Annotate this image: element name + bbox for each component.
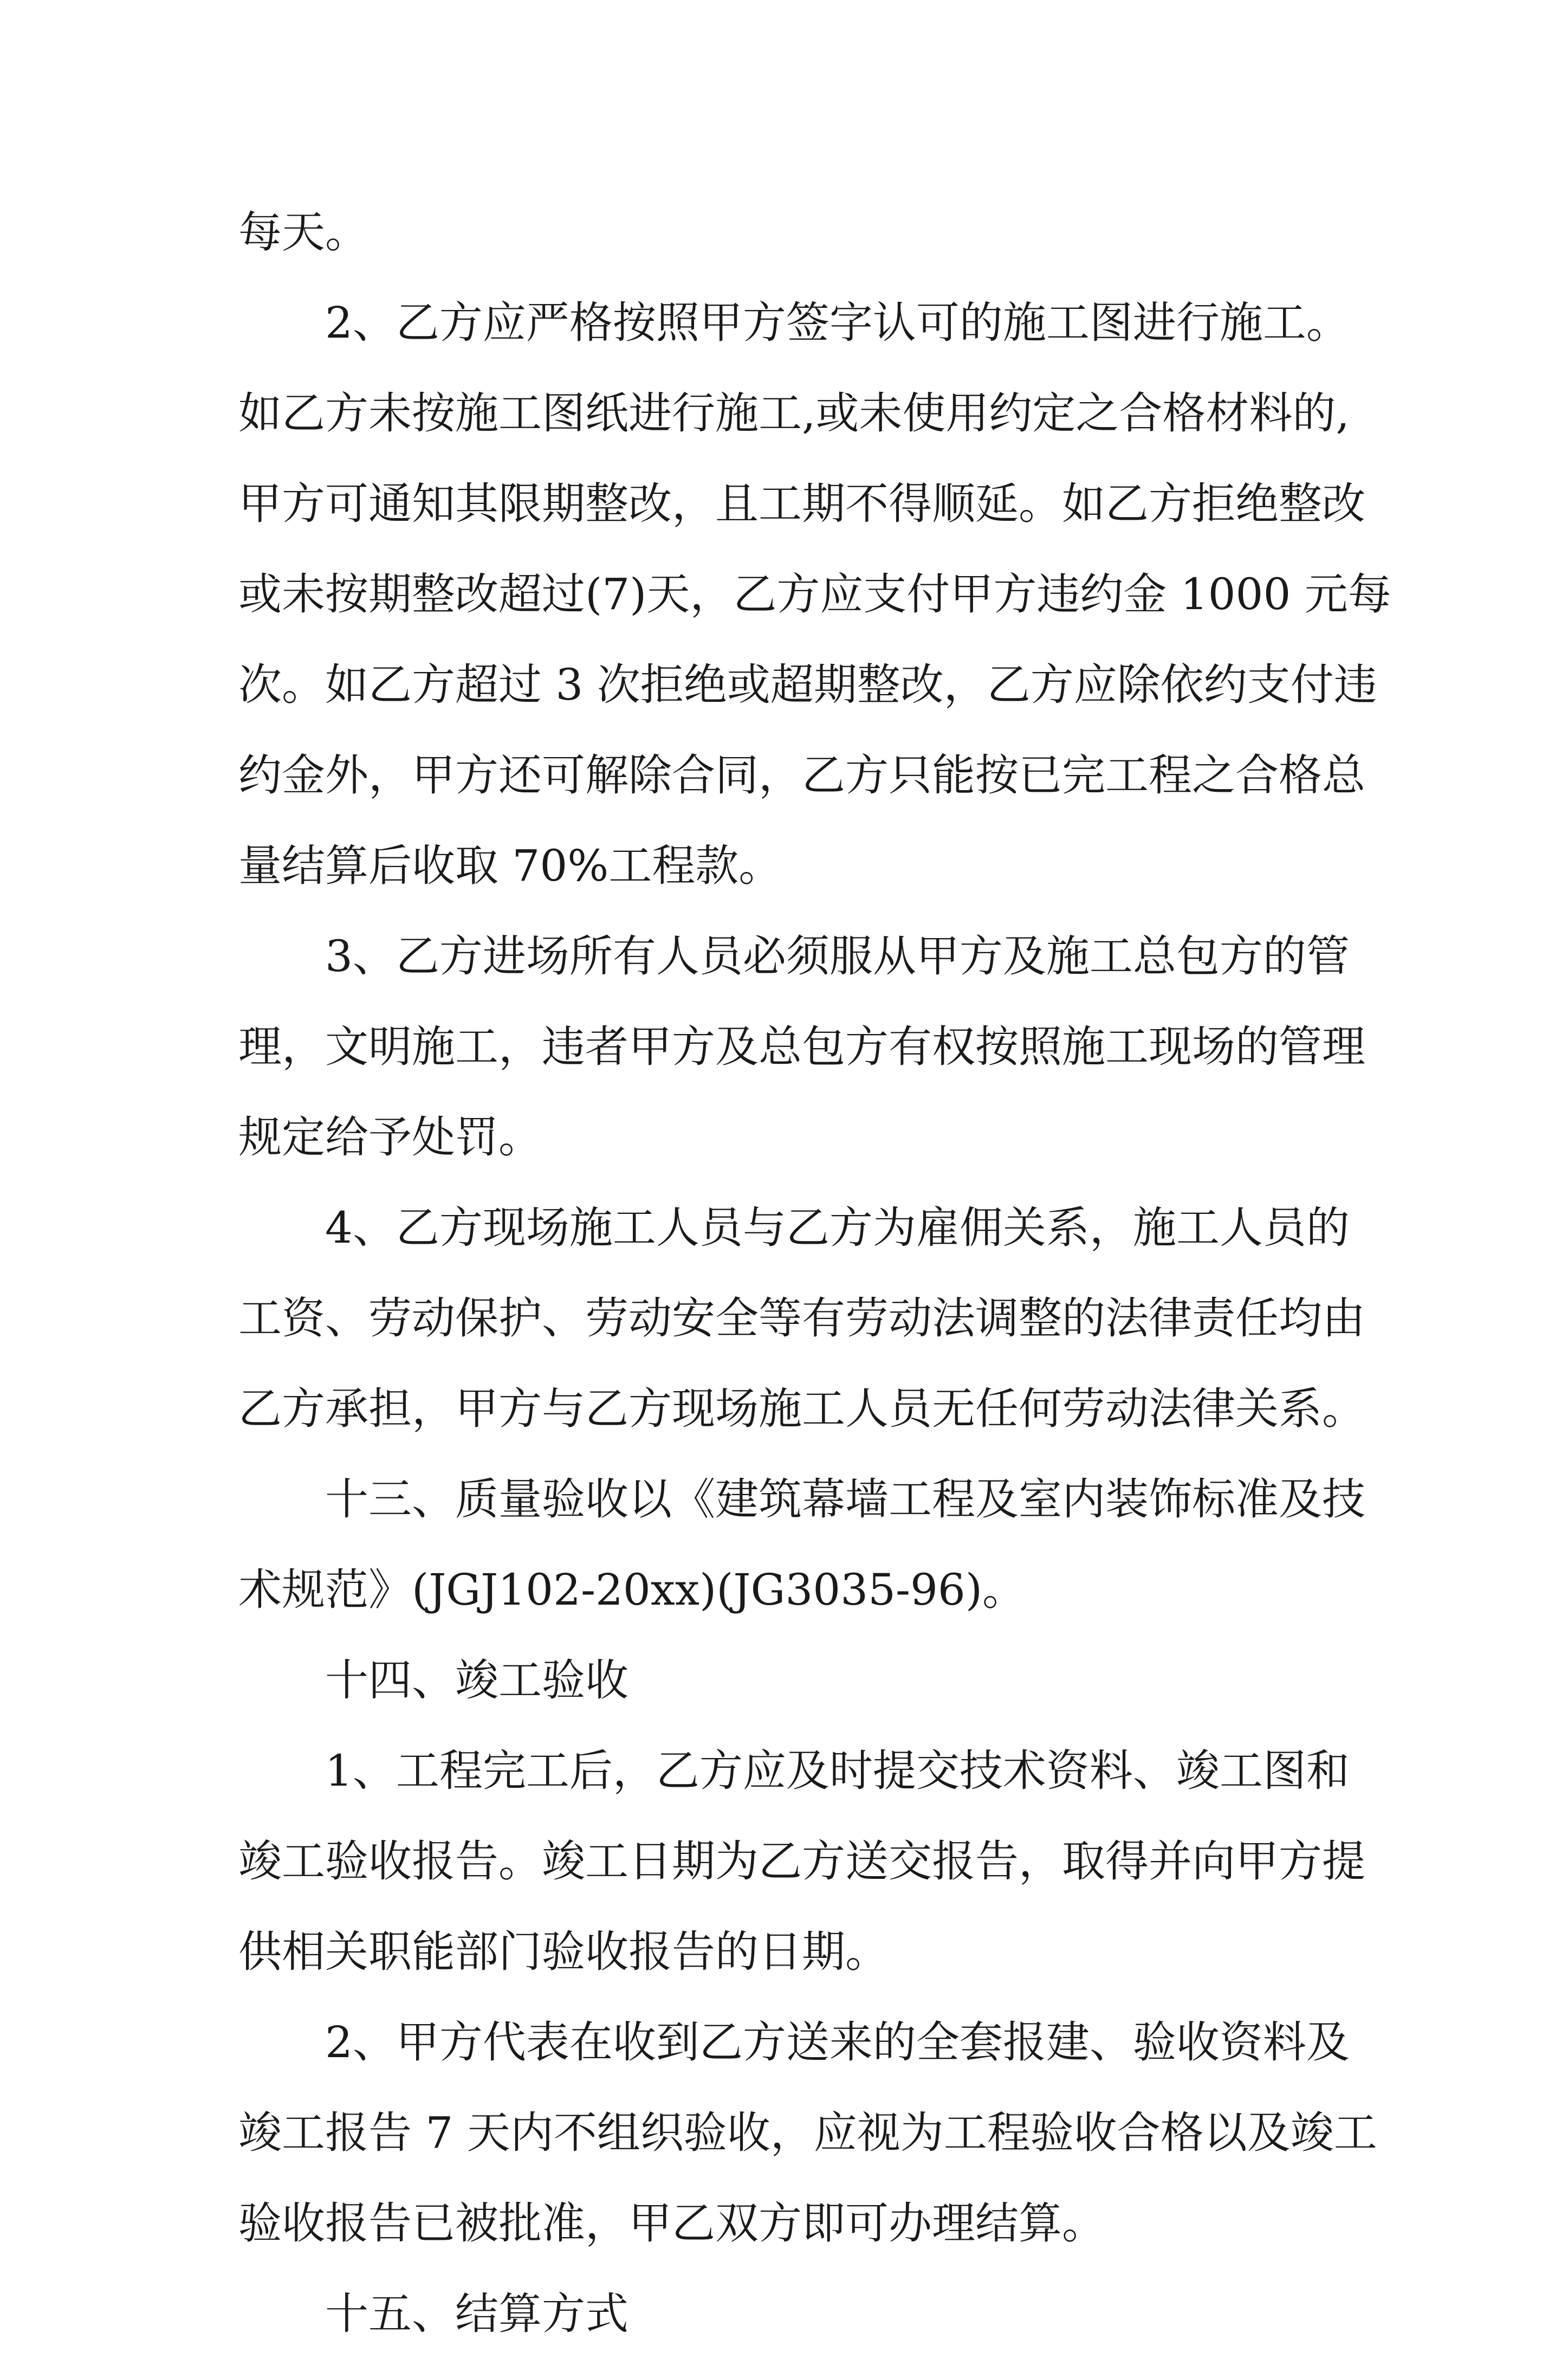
document-body	[238, 187, 1391, 2359]
text-line: 供相关职能部门验收报告的日期。	[238, 1927, 889, 1977]
text-line: 每天。	[238, 207, 368, 257]
paragraph-line: 1、工程完工后，乙方应及时提交技术资料、竣工图和	[325, 1746, 1350, 1796]
text-line: 理，文明施工，违者甲方及总包方有权按照施工现场的管理	[238, 1022, 1365, 1072]
text-line: 工资、劳动保护、劳动安全等有劳动法调整的法律责任均由	[238, 1293, 1365, 1343]
text-line: 术规范》(JGJ102-20xx)(JG3035-96)。	[238, 1565, 1026, 1615]
text-line: 如乙方未按施工图纸进行施工,或未使用约定之合格材料的,	[238, 388, 1350, 438]
text-line: 次。如乙方超过 3 次拒绝或超期整改，乙方应除依约支付违	[238, 660, 1377, 710]
text-line: 竣工验收报告。竣工日期为乙方送交报告，取得并向甲方提	[238, 1836, 1365, 1886]
text-line: 量结算后收取 70%工程款。	[238, 841, 782, 891]
text-line: 验收报告已被批准，甲乙双方即可办理结算。	[238, 2198, 1105, 2248]
text-line: 甲方可通知其限期整改，且工期不得顺延。如乙方拒绝整改	[238, 479, 1365, 529]
text-line: 约金外，甲方还可解除合同，乙方只能按已完工程之合格总	[238, 750, 1365, 800]
text-line: 规定给予处罚。	[238, 1112, 542, 1162]
text-line: 竣工报告 7 天内不组织验收，应视为工程验收合格以及竣工	[238, 2108, 1377, 2158]
section-heading-13: 十三、质量验收以《建筑幕墙工程及室内装饰标准及技	[325, 1474, 1365, 1524]
paragraph-line: 4、乙方现场施工人员与乙方为雇佣关系，施工人员的	[325, 1203, 1350, 1253]
paragraph-line: 2、甲方代表在收到乙方送来的全套报建、验收资料及	[325, 2017, 1350, 2067]
section-heading-14: 十四、竣工验收	[325, 1655, 629, 1705]
paragraph-line: 3、乙方进场所有人员必须服从甲方及施工总包方的管	[325, 931, 1350, 981]
section-heading-15: 十五、结算方式	[325, 2289, 629, 2339]
paragraph-line: 2、乙方应严格按照甲方签字认可的施工图进行施工。	[325, 298, 1350, 348]
text-line: 乙方承担，甲方与乙方现场施工人员无任何劳动法律关系。	[238, 1384, 1365, 1434]
text-line: 或未按期整改超过(7)天，乙方应支付甲方违约金 1000 元每	[238, 569, 1391, 619]
